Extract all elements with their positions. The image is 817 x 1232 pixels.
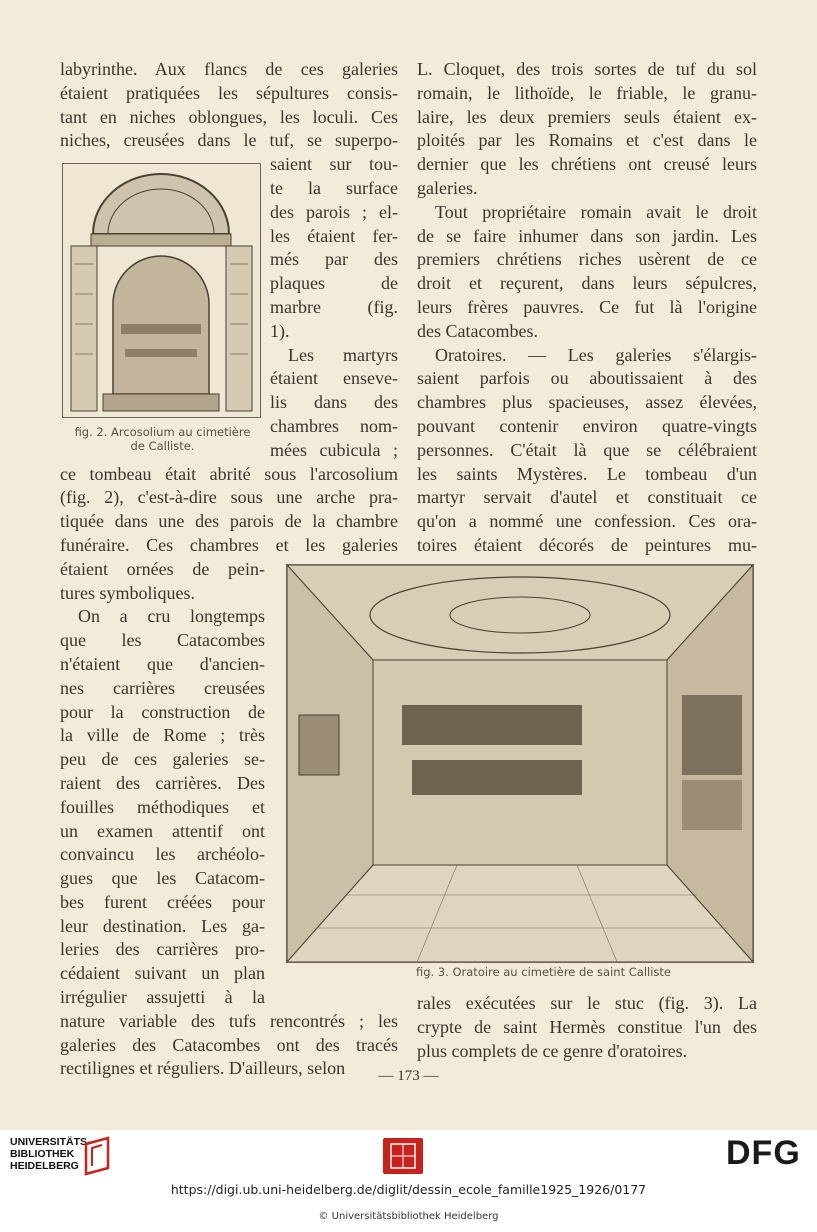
text-line: un examen attentif ont: [60, 820, 265, 841]
text-line: plaques de: [270, 273, 398, 294]
collection-logo-icon[interactable]: [383, 1138, 423, 1174]
text-line: rales exécutées sur le stuc (fig. 3). La: [417, 993, 757, 1013]
text-line: dernier que les chrétiens ont creusé leurs: [417, 154, 757, 175]
text-line: martyr servait d'autel et constituait ce: [417, 487, 757, 508]
text-line: niches, creusées dans le tuf, se superpo-: [60, 130, 398, 151]
text-line: ce tombeau était abrité sous l'arcosolium: [60, 463, 398, 484]
text-line: tiquée dans une des parois de la chambre: [60, 511, 398, 532]
text-line: ploités par les Romains et c'est dans le: [417, 130, 757, 151]
dfg-logo[interactable]: DFG: [726, 1134, 801, 1172]
text-line: pour la construction de: [60, 701, 265, 722]
text-line: étaient ornées de pein-: [60, 558, 265, 579]
university-library-logo[interactable]: [10, 1136, 91, 1172]
text-line: saient parfois ou aboutissaient à des: [417, 368, 757, 389]
text-line: peu de ces galeries se-: [60, 749, 265, 770]
text-line: leries des carrières pro-: [60, 939, 265, 960]
text-line: crypte de saint Hermès constitue l'un des: [417, 1016, 757, 1037]
library-name-line: UNIVERSITÄTS-: [10, 1136, 91, 1148]
text-line: L. Cloquet, des trois sortes de tuf du sol: [417, 59, 757, 79]
text-line: On a cru longtemps: [78, 606, 265, 627]
text-line: laire, les deux premiers seuls étaient ex-: [417, 106, 757, 127]
text-line: Tout propriétaire romain avait le droit: [435, 201, 757, 222]
text-line: toires étaient décorés de peintures mu-: [417, 534, 757, 555]
text-line: étaient enseve-: [270, 368, 398, 389]
text-line: (fig. 2), c'est-à-dire sous une arche pra-: [60, 487, 398, 508]
caption-line: de Calliste.: [130, 439, 195, 453]
text-line: rectilignes et réguliers. D'ailleurs, selon: [60, 1058, 346, 1079]
text-line: des Catacombes.: [417, 320, 538, 341]
text-line: personnes. C'était là que se célébraient: [417, 439, 757, 460]
text-line: més par des: [270, 249, 398, 270]
text-line: droit et reçurent, dans leurs sépulcres,: [417, 273, 757, 294]
text-line: marbre (fig.: [270, 296, 398, 317]
text-line: gues que les Catacom-: [60, 868, 265, 889]
text-line: Oratoires. — Les galeries s'élargis-: [435, 344, 757, 365]
right-column-continuation: [417, 992, 757, 1063]
text-line: romain, le lithoïde, le friable, le granu-: [417, 82, 757, 103]
text-line: labyrinthe. Aux flancs de ces galeries: [60, 59, 398, 79]
text-line: funéraire. Ces chambres et les galeries: [60, 534, 398, 555]
text-line: irrégulier assujetti à la: [60, 987, 265, 1008]
text-line: fouilles méthodiques et: [60, 796, 265, 817]
collection-emblem-icon: [383, 1138, 423, 1174]
text-line: 1).: [270, 320, 290, 341]
text-line: leurs frères pauvres. Ce fut là l'origine: [417, 296, 757, 317]
copyright-notice: © Universitätsbibliothek Heidelberg: [318, 1211, 499, 1222]
viewer-footer: [0, 1130, 817, 1232]
left-column: [60, 58, 398, 1081]
text-line: bes furent créées pour: [60, 891, 265, 912]
text-line: étaient pratiquées les sépultures consis-: [60, 82, 398, 103]
library-name-line: HEIDELBERG: [10, 1160, 79, 1172]
text-line: nature variable des tufs rencontrés ; les: [60, 1010, 398, 1031]
text-line: qu'on a nommé une confession. Ces ora-: [417, 511, 757, 532]
text-line: de se faire inhumer dans son jardin. Les: [417, 225, 757, 246]
text-line: tant en niches oblongues, les loculi. Ces: [60, 106, 398, 127]
text-line: te la surface: [270, 177, 398, 198]
text-line: galeries.: [417, 177, 478, 198]
text-line: leur destination. Les ga-: [60, 915, 265, 936]
text-line: cédaient suivant un plan: [60, 963, 265, 984]
text-line: la ville de Rome ; très: [60, 725, 265, 746]
text-line: mées cubicula ;: [270, 439, 398, 460]
text-line: pouvant contenir environ quatre-vingts: [417, 415, 757, 436]
text-line: chambres nom-: [270, 415, 398, 436]
text-line: galeries des Catacombes ont des tracés: [60, 1034, 398, 1055]
figure-3-caption: fig. 3. Oratoire au cimetière de saint Calliste: [416, 965, 671, 979]
text-line: que les Catacombes: [60, 630, 265, 651]
text-line: saient sur tou-: [270, 154, 398, 175]
text-line: des parois ; el-: [270, 201, 398, 222]
text-line: tures symboliques.: [60, 582, 195, 603]
text-line: raient des carrières. Des: [60, 772, 265, 793]
text-line: les étaient fer-: [270, 225, 398, 246]
text-line: les saints Mystères. Le tombeau d'un: [417, 463, 757, 484]
text-line: Les martyrs: [288, 344, 398, 365]
page-number: — 173 —: [378, 1068, 439, 1084]
text-line: nes carrières creusées: [60, 677, 265, 698]
library-mark-icon: [82, 1136, 112, 1176]
text-line: premiers chrétiens riches usèrent de ce: [417, 249, 757, 270]
text-line: convaincu les archéolo-: [60, 844, 265, 865]
text-line: chambres plus spacieuses, assez élevées,: [417, 392, 757, 413]
text-line: n'étaient que d'ancien-: [60, 653, 265, 674]
library-name-line: BIBLIOTHEK: [10, 1148, 75, 1160]
text-line: lis dans des: [270, 392, 398, 413]
caption-line: fig. 2. Arcosolium au cimetière: [74, 425, 251, 439]
text-line: plus complets de ce genre d'oratoires.: [417, 1040, 688, 1061]
permalink-url[interactable]: https://digi.ub.uni-heidelberg.de/diglit/dessin_ecole_famille1925_1926/0177: [170, 1182, 647, 1197]
